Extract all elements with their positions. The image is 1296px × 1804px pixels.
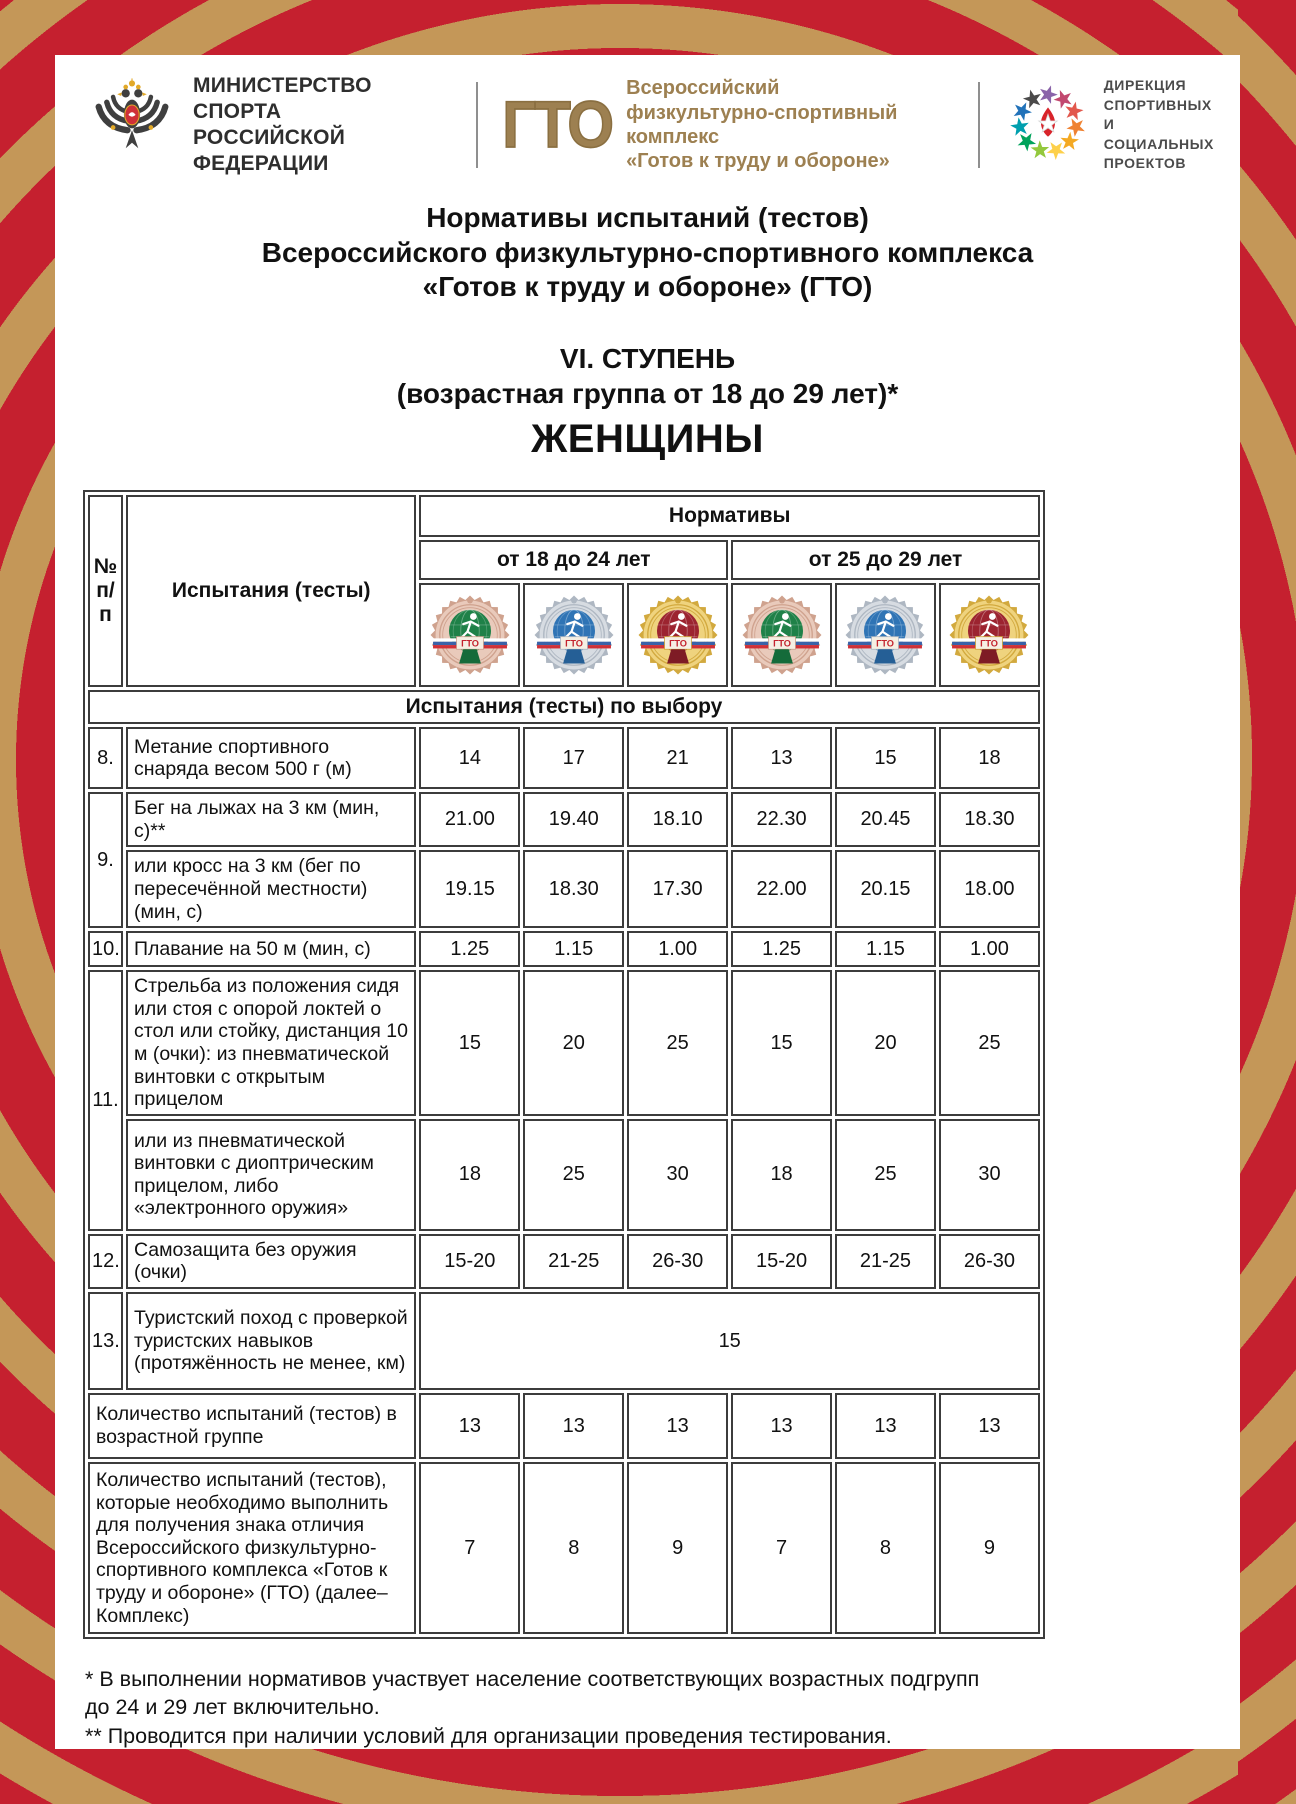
value-cell: 9 xyxy=(627,1462,728,1634)
document-panel xyxy=(55,55,1240,1749)
col-header-normatives: Нормативы xyxy=(419,495,1040,537)
value-cell: 1.15 xyxy=(835,931,936,967)
value-cell: 20.45 xyxy=(835,792,936,847)
row-num: 9. xyxy=(88,792,123,928)
row-num: 13. xyxy=(88,1292,123,1390)
footnote-double-star: ** Проводится при наличии условий для организации проведения тестирования. xyxy=(85,1723,892,1748)
test-label: или из пневматической винтовки с диоптрическим прицелом, либо «электронного оружия» xyxy=(126,1119,416,1231)
value-cell: 25 xyxy=(627,970,728,1116)
svg-text:ГТО: ГТО xyxy=(772,638,791,649)
title-line3: «Готов к труду и обороне» (ГТО) xyxy=(422,271,873,303)
value-cell: 26-30 xyxy=(939,1234,1040,1289)
gto-badge-bronze-25-29-icon xyxy=(735,593,828,677)
badge-cell xyxy=(523,583,624,687)
svg-text:ГТО: ГТО xyxy=(564,638,583,649)
merged-value-cell: 15 xyxy=(419,1292,1040,1390)
age-header-18-24: от 18 до 24 лет xyxy=(419,540,728,580)
test-label: Метание спортивного снаряда весом 500 г (м) xyxy=(126,727,416,789)
row-num: 12. xyxy=(88,1234,123,1289)
value-cell: 13 xyxy=(523,1393,624,1459)
age-group: (возрастная группа от 18 до 29 лет)* xyxy=(396,378,899,410)
value-cell: 25 xyxy=(523,1119,624,1231)
gto-logo-icon: ГТО xyxy=(502,87,613,162)
value-cell: 13 xyxy=(835,1393,936,1459)
gto-logo-block xyxy=(502,76,954,174)
direction-name-line4: ПРОЕКТОВ xyxy=(1103,155,1187,172)
badge-cell xyxy=(627,583,728,687)
value-cell: 1.00 xyxy=(939,931,1040,967)
value-cell: 7 xyxy=(731,1462,832,1634)
divider xyxy=(978,82,980,168)
test-label: Самозащита без оружия (очки) xyxy=(126,1234,416,1289)
gto-complex-name xyxy=(626,76,954,174)
logos-row xyxy=(55,55,1240,179)
value-cell: 26-30 xyxy=(627,1234,728,1289)
table-header-row xyxy=(88,495,1040,537)
value-cell: 30 xyxy=(627,1119,728,1231)
footnote-star-line1: * В выполнении нормативов участвует население соответствующих возрастных подгрупп xyxy=(85,1667,980,1692)
stage-title xyxy=(55,341,1240,462)
table-row xyxy=(88,850,1040,928)
document-title xyxy=(55,201,1240,305)
gender-title: ЖЕНЩИНЫ xyxy=(531,417,764,462)
value-cell: 21.00 xyxy=(419,792,520,847)
value-cell: 15 xyxy=(835,727,936,789)
test-label: Стрельба из положения сидя или стоя с опорой локтей о стол или стойку, дистанция 10 м (очки): из пневматической винтовки с открытым прицелом xyxy=(126,970,416,1116)
table-row xyxy=(88,1462,1040,1634)
value-cell: 13 xyxy=(731,1393,832,1459)
value-cell: 18 xyxy=(939,727,1040,789)
footnotes xyxy=(55,1665,1240,1750)
value-cell: 21-25 xyxy=(835,1234,936,1289)
table-row xyxy=(88,727,1040,789)
value-cell: 15-20 xyxy=(731,1234,832,1289)
row-num: 10. xyxy=(88,931,123,967)
test-label: Туристский поход с проверкой туристских навыков (протяжённость не менее, км) xyxy=(126,1292,416,1390)
table-row xyxy=(88,1119,1040,1231)
value-cell: 1.15 xyxy=(523,931,624,967)
summary-label: Количество испытаний (тестов) в возрастной группе xyxy=(88,1393,416,1459)
footnote-star-line2: до 24 и 29 лет включительно. xyxy=(85,1695,380,1720)
num-header-top: № xyxy=(93,555,118,579)
table-row xyxy=(88,1393,1040,1459)
value-cell: 8 xyxy=(523,1462,624,1634)
col-header-num xyxy=(88,495,123,687)
value-cell: 30 xyxy=(939,1119,1040,1231)
title-line2: Всероссийского физкультурно-спортивного комплекса xyxy=(261,236,1034,268)
section-header: Испытания (тесты) по выбору xyxy=(88,690,1040,724)
table-row xyxy=(88,970,1040,1116)
value-cell: 19.15 xyxy=(419,850,520,928)
direction-stars-icon xyxy=(1004,79,1092,172)
table-row xyxy=(88,792,1040,847)
value-cell: 22.00 xyxy=(731,850,832,928)
svg-text:ГТО: ГТО xyxy=(460,638,479,649)
test-label: Бег на лыжах на 3 км (мин, с)** xyxy=(126,792,416,847)
value-cell: 18 xyxy=(731,1119,832,1231)
gto-name-line3: «Готов к труду и обороне» xyxy=(626,150,890,173)
value-cell: 1.25 xyxy=(419,931,520,967)
row-num: 11. xyxy=(88,970,123,1231)
value-cell: 18.10 xyxy=(627,792,728,847)
value-cell: 20 xyxy=(835,970,936,1116)
col-header-tests: Испытания (тесты) xyxy=(126,495,416,687)
stage-number: VI. СТУПЕНЬ xyxy=(559,343,736,375)
table-row xyxy=(88,931,1040,967)
summary-label: Количество испытаний (тестов), которые необходимо выполнить для получения знака отличия Всероссийского физкультурно-спортивного комплекса «Готов к труду и обороне» (ГТО) (далее–Комплекс) xyxy=(88,1462,416,1634)
gto-badge-gold-18-24-icon xyxy=(631,593,724,677)
gto-name-line1: Всероссийский xyxy=(626,77,780,100)
svg-text:ГТО: ГТО xyxy=(980,638,999,649)
badge-cell xyxy=(731,583,832,687)
section-row xyxy=(88,690,1040,724)
direction-name-line3: И СОЦИАЛЬНЫХ xyxy=(1103,116,1214,152)
value-cell: 25 xyxy=(835,1119,936,1231)
value-cell: 7 xyxy=(419,1462,520,1634)
direction-logo-block xyxy=(1004,76,1214,174)
value-cell: 18.00 xyxy=(939,850,1040,928)
title-line1: Нормативы испытаний (тестов) xyxy=(426,202,869,233)
value-cell: 9 xyxy=(939,1462,1040,1634)
value-cell: 20 xyxy=(523,970,624,1116)
gto-badge-silver-25-29-icon xyxy=(839,593,932,677)
age-header-25-29: от 25 до 29 лет xyxy=(731,540,1040,580)
svg-text:ГТО: ГТО xyxy=(668,638,687,649)
value-cell: 8 xyxy=(835,1462,936,1634)
value-cell: 13 xyxy=(939,1393,1040,1459)
table-row xyxy=(88,1234,1040,1289)
gto-badge-bronze-18-24-icon xyxy=(423,593,516,677)
ministry-name xyxy=(193,73,452,178)
divider xyxy=(476,82,478,168)
normatives-table xyxy=(83,490,1045,1639)
gto-badge-gold-25-29-icon xyxy=(943,593,1036,677)
value-cell: 13 xyxy=(731,727,832,789)
value-cell: 17.30 xyxy=(627,850,728,928)
value-cell: 18.30 xyxy=(939,792,1040,847)
row-num: 8. xyxy=(88,727,123,789)
ministry-name-line2: РОССИЙСКОЙ ФЕДЕРАЦИИ xyxy=(193,126,345,176)
value-cell: 14 xyxy=(419,727,520,789)
value-cell: 18.30 xyxy=(523,850,624,928)
background-right-stripes xyxy=(1238,0,1296,1804)
direction-name-line1: ДИРЕКЦИЯ xyxy=(1103,77,1187,94)
ministry-eagle-icon xyxy=(85,78,179,173)
gto-badge-silver-18-24-icon xyxy=(527,593,620,677)
value-cell: 25 xyxy=(939,970,1040,1116)
badge-cell xyxy=(835,583,936,687)
value-cell: 22.30 xyxy=(731,792,832,847)
value-cell: 13 xyxy=(627,1393,728,1459)
ministry-logo-block xyxy=(85,73,452,178)
test-label: Плавание на 50 м (мин, с) xyxy=(126,931,416,967)
table-row xyxy=(88,1292,1040,1390)
svg-text:ГТО: ГТО xyxy=(876,638,895,649)
value-cell: 19.40 xyxy=(523,792,624,847)
value-cell: 15 xyxy=(419,970,520,1116)
value-cell: 18 xyxy=(419,1119,520,1231)
direction-name-line2: СПОРТИВНЫХ xyxy=(1103,96,1212,113)
value-cell: 20.15 xyxy=(835,850,936,928)
value-cell: 1.00 xyxy=(627,931,728,967)
num-header-bottom: п/п xyxy=(96,579,115,627)
value-cell: 21-25 xyxy=(523,1234,624,1289)
direction-name xyxy=(1104,76,1214,174)
test-label: или кросс на 3 км (бег по пересечённой местности) (мин, с) xyxy=(126,850,416,928)
value-cell: 17 xyxy=(523,727,624,789)
value-cell: 15 xyxy=(731,970,832,1116)
value-cell: 21 xyxy=(627,727,728,789)
ministry-name-line1: МИНИСТЕРСТВО СПОРТА xyxy=(193,73,372,123)
value-cell: 1.25 xyxy=(731,931,832,967)
badge-cell xyxy=(419,583,520,687)
badge-cell xyxy=(939,583,1040,687)
gto-name-line2: физкультурно-спортивный комплекс xyxy=(626,101,898,148)
value-cell: 15-20 xyxy=(419,1234,520,1289)
value-cell: 13 xyxy=(419,1393,520,1459)
